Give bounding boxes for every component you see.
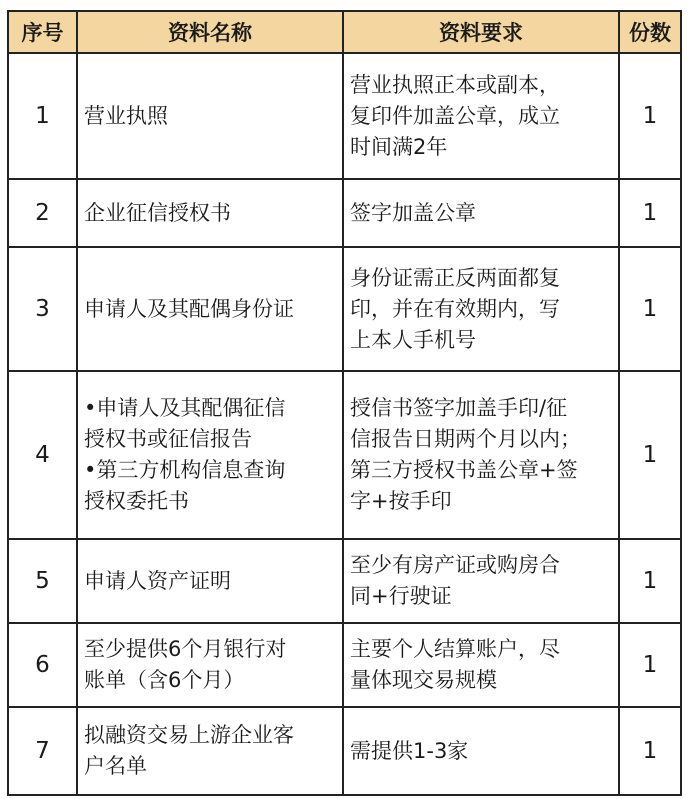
header-copies: 份数: [619, 11, 681, 53]
row-num: 1: [8, 53, 77, 179]
requirement-line: 主要个人结算账户，尽: [350, 637, 560, 661]
row-copies: 1: [619, 53, 681, 179]
name-line: 申请人及其配偶身份证: [84, 296, 294, 321]
row-copies: 1: [619, 179, 681, 247]
requirement-line: 上本人手机号: [350, 327, 476, 352]
row-num: 2: [8, 179, 77, 247]
row-copies: 1: [619, 247, 681, 371]
row-num: 5: [8, 539, 77, 623]
row-name: [77, 247, 343, 371]
row-requirement: [343, 539, 619, 623]
header-num: 序号: [8, 11, 77, 53]
row-requirement: [343, 707, 619, 795]
requirement-line: 复印件加盖公章，成立: [350, 103, 560, 128]
row-copies: 1: [619, 371, 681, 539]
header-requirement: 资料要求: [343, 11, 619, 53]
table-row: [8, 707, 681, 795]
name-line: 户名单: [84, 754, 147, 778]
row-copies: 1: [619, 707, 681, 795]
row-copies: 1: [619, 539, 681, 623]
name-line: •申请人及其配偶征信: [84, 396, 286, 420]
table-row: [8, 371, 681, 539]
requirement-line: 签字加盖公章: [350, 200, 476, 225]
row-num: 6: [8, 623, 77, 707]
name-line: •第三方机构信息查询: [84, 458, 286, 482]
table-row: [8, 53, 681, 179]
row-requirement: [343, 371, 619, 539]
requirement-line: 印，并在有效期内，写: [350, 296, 560, 321]
table-row: [8, 247, 681, 371]
requirement-line: 身份证需正反两面都复: [350, 265, 560, 290]
table-row: [8, 179, 681, 247]
requirement-line: 第三方授权书盖公章+签: [350, 458, 578, 482]
header-name: 资料名称: [77, 11, 343, 53]
name-line: 拟融资交易上游企业客: [84, 723, 294, 747]
name-line: 企业征信授权书: [84, 200, 231, 225]
name-line: 账单（含6个月）: [84, 668, 245, 692]
row-name: [77, 179, 343, 247]
header-row: [8, 11, 681, 53]
row-name: [77, 623, 343, 707]
requirement-line: 需提供1-3家: [350, 738, 469, 763]
row-num: 3: [8, 247, 77, 371]
requirement-line: 同+行驶证: [350, 584, 452, 608]
requirement-line: 至少有房产证或购房合: [350, 553, 560, 577]
requirement-line: 营业执照正本或副本，: [350, 72, 560, 97]
requirement-line: 信报告日期两个月以内；: [350, 427, 581, 451]
row-num: 7: [8, 707, 77, 795]
table-row: [8, 539, 681, 623]
row-num: 4: [8, 371, 77, 539]
name-line: 授权书或征信报告: [84, 427, 252, 451]
requirement-line: 时间满2年: [350, 134, 448, 159]
row-name: [77, 53, 343, 179]
row-requirement: [343, 179, 619, 247]
row-name: [77, 707, 343, 795]
materials-table: [7, 10, 682, 796]
name-line: 营业执照: [84, 103, 168, 128]
name-line: 授权委托书: [84, 489, 189, 513]
requirement-line: 字+按手印: [350, 489, 452, 513]
row-requirement: [343, 623, 619, 707]
table-body: [8, 53, 681, 795]
requirement-line: 量体现交易规模: [350, 668, 497, 692]
row-requirement: [343, 53, 619, 179]
row-requirement: [343, 247, 619, 371]
requirement-line: 授信书签字加盖手印/征: [350, 396, 568, 420]
table-header: [8, 11, 681, 53]
name-line: 申请人资产证明: [84, 568, 231, 593]
table-row: [8, 623, 681, 707]
row-copies: 1: [619, 623, 681, 707]
row-name: [77, 539, 343, 623]
name-line: 至少提供6个月银行对: [84, 637, 287, 661]
row-name: [77, 371, 343, 539]
